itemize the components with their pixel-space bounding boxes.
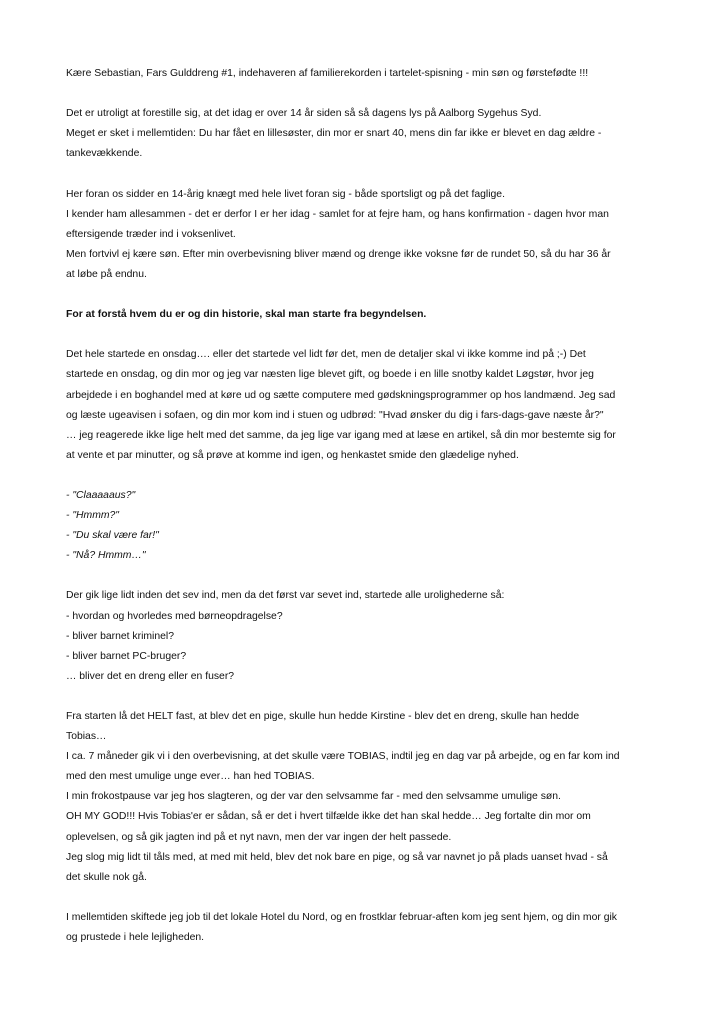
text-line: For at forstå hvem du er og din historie, skal man starte fra begyndelsen. xyxy=(66,309,427,321)
text-line: - hvordan og hvorledes med børneopdragelse? xyxy=(66,610,283,622)
text-line: Der gik lige lidt inden det sev ind, men da det først var sevet ind, startede alle urolighederne så: xyxy=(66,590,505,602)
text-line: I kender ham allesammen - det er derfor I er her idag - samlet for at fejre ham, og hans konfirmation - dagen hvor man xyxy=(66,208,609,220)
text-line: Det hele startede en onsdag…. eller det startede vel lidt før det, men de detaljer skal vi ikke komme ind på ;-) Det xyxy=(66,349,586,361)
dialogue-block xyxy=(66,486,666,566)
text-line: startede en onsdag, og din mor og jeg var næsten lige blevet gift, og boede i en lille snotby kaldet Løgstør, hvor jeg xyxy=(66,369,594,381)
paragraph xyxy=(66,185,666,285)
text-line: Meget er sket i mellemtiden: Du har fået en lillesøster, din mor er snart 40, mens din far ikke er blevet en dag ældre - xyxy=(66,128,602,140)
text-line: eftersigende træder ind i voksenlivet. xyxy=(66,228,236,240)
text-line: … jeg reagerede ikke lige helt med det samme, da jeg lige var igang med at læse en artikel, så din mor bestemte sig for xyxy=(66,429,616,441)
text-line: og læste ugeavisen i sofaen, og din mor kom ind i stuen og udbrød: "Hvad ønsker du dig i fars-dags-gave næste år?" xyxy=(66,409,604,421)
section-heading xyxy=(66,305,666,325)
text-line: - "Du skal være far!" xyxy=(66,530,159,542)
paragraph xyxy=(66,707,666,888)
text-line: oplevelsen, og så gik jagten ind på et nyt navn, men der var ingen der helt passede. xyxy=(66,831,452,843)
paragraph xyxy=(66,64,666,84)
paragraph xyxy=(66,104,666,164)
text-line: - bliver barnet PC-bruger? xyxy=(66,650,187,662)
paragraph xyxy=(66,586,666,686)
text-line: tankevækkende. xyxy=(66,148,143,160)
text-line: - "Claaaaaus?" xyxy=(66,489,136,501)
text-line: - "Nå? Hmmm…" xyxy=(66,550,146,562)
text-line: Tobias… xyxy=(66,731,107,743)
text-line: Fra starten lå det HELT fast, at blev det en pige, skulle hun hedde Kirstine - blev det en dreng, skulle han hedde xyxy=(66,711,580,722)
text-line: - "Hmmm?" xyxy=(66,510,119,522)
text-line: arbejdede i en boghandel med at køre ud og sætte computere med gødskningsprogrammer op hos landmænd. Jeg sad xyxy=(66,389,616,401)
text-line: med den mest umulige unge ever… han hed TOBIAS. xyxy=(66,771,315,783)
text-line: I ca. 7 måneder gik vi i den overbevisning, at det skulle være TOBIAS, indtil jeg en dag var på arbejde, og en far kom ind xyxy=(66,751,620,763)
letter-document xyxy=(66,64,666,968)
text-line: Kære Sebastian, Fars Gulddreng #1, indehaveren af familierekorden i tartelet-spisning - min søn og førstefødte !!! xyxy=(66,68,589,79)
text-line: Jeg slog mig lidt til tåls med, at med mit held, blev det nok bare en pige, og så var navnet jo på plads uanset hvad - så xyxy=(66,851,608,863)
text-line: Her foran os sidder en 14-årig knægt med hele livet foran sig - både sportsligt og på det faglige. xyxy=(66,188,505,200)
text-line: OH MY GOD!!! Hvis Tobias'er er sådan, så er det i hvert tilfælde ikke det han skal hedde… Jeg fortalte din mor om xyxy=(66,811,591,823)
text-line: at løbe på endnu. xyxy=(66,268,147,280)
text-line: at vente et par minutter, og så prøve at komme ind igen, og henkastet smide den glædelige nyhed. xyxy=(66,449,519,461)
text-line: Det er utroligt at forestille sig, at det idag er over 14 år siden så så dagens lys på Aalborg Sygehus Syd. xyxy=(66,108,542,120)
text-line: og prustede i hele lejligheden. xyxy=(66,932,205,944)
text-line: det skulle nok gå. xyxy=(66,871,147,883)
text-line: I mellemtiden skiftede jeg job til det lokale Hotel du Nord, og en frostklar februar-aften kom jeg sent hjem, og din mor gik xyxy=(66,911,617,923)
text-line: Men fortvivl ej kære søn. Efter min overbevisning bliver mænd og drenge ikke voksne før de rundet 50, så du har 36 år xyxy=(66,248,611,260)
text-line: - bliver barnet kriminel? xyxy=(66,630,174,642)
text-line: I min frokostpause var jeg hos slagteren, og der var den selvsamme far - med den selvsamme umulige søn. xyxy=(66,791,561,803)
paragraph xyxy=(66,908,666,948)
paragraph xyxy=(66,345,666,466)
text-line: … bliver det en dreng eller en fuser? xyxy=(66,670,235,682)
